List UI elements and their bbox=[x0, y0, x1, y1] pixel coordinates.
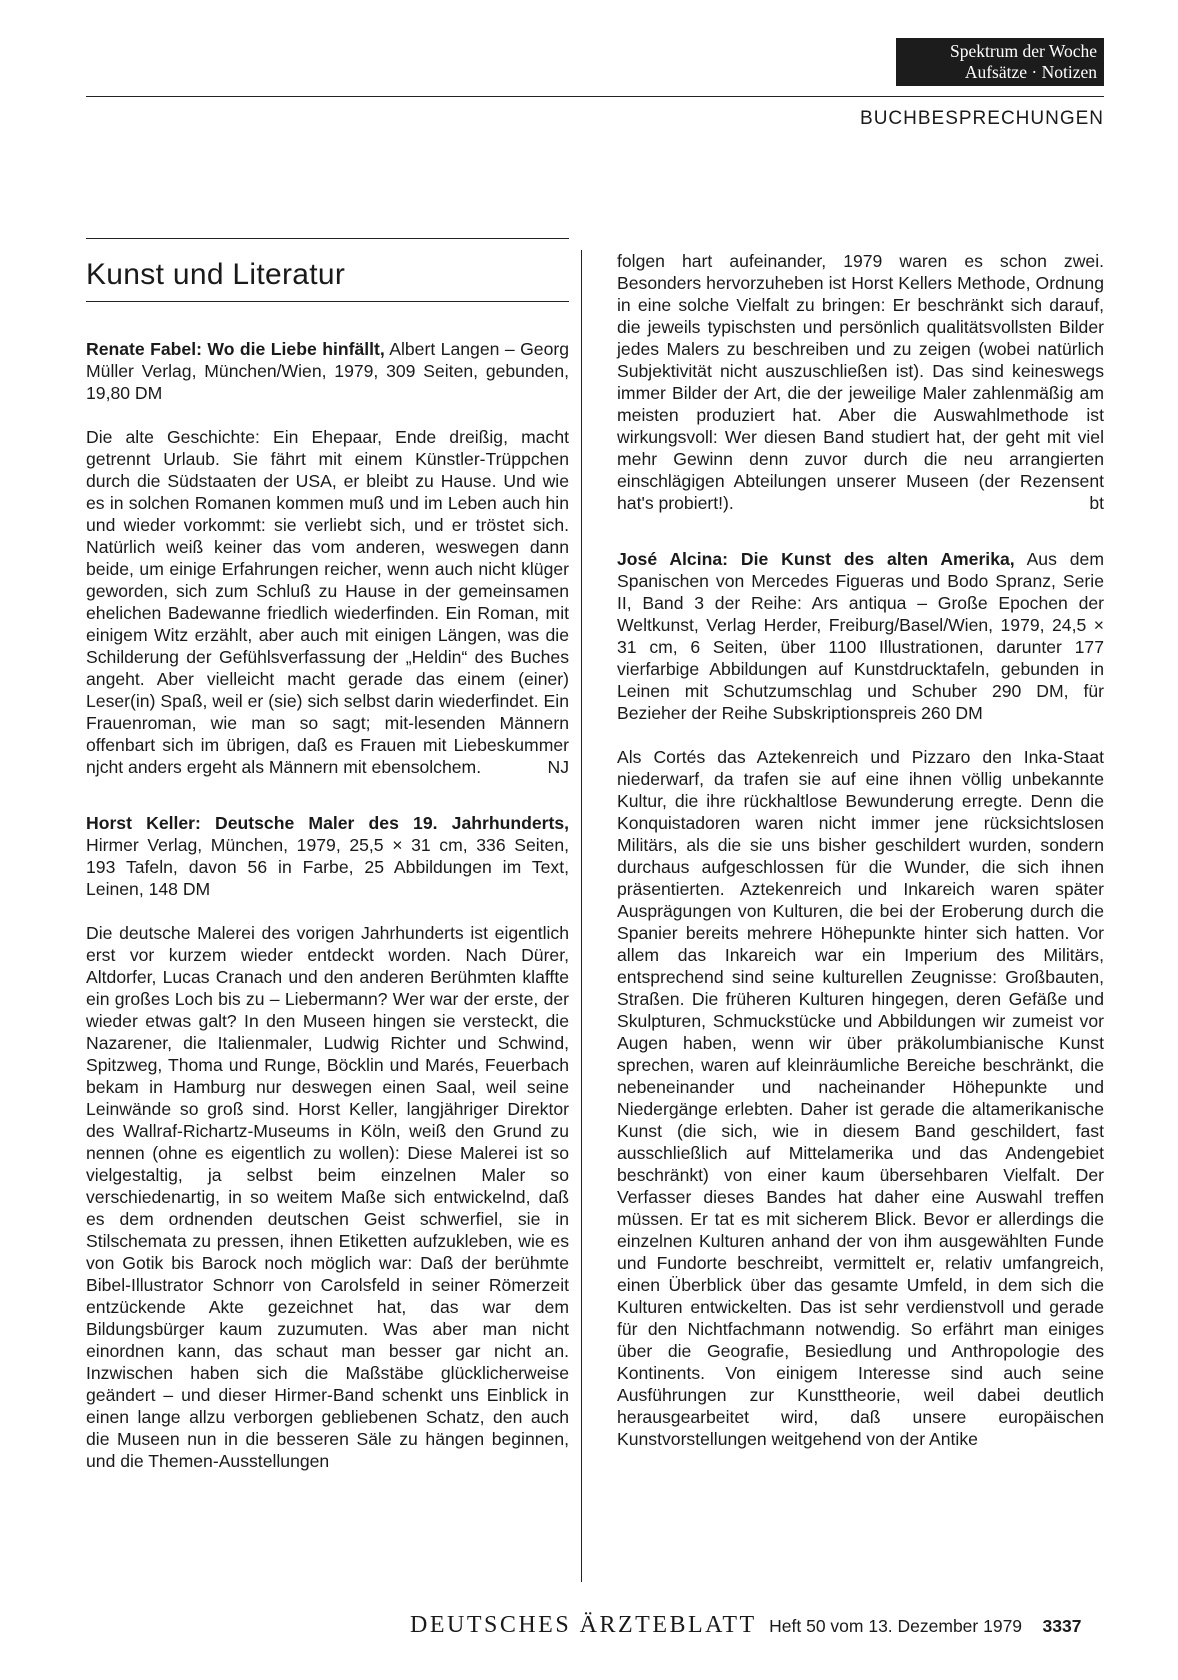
heading-rule-bottom bbox=[86, 301, 569, 302]
review-3-bibliography bbox=[617, 548, 1104, 724]
review-2-body: Die deutsche Malerei des vorigen Jahrhunderts ist eigentlich erst vor kurzem wieder entdeckt worden. Nach Dürer, Altdorfer, Lucas Cranach und den anderen Berühmten klaffte ein großes Loch bis zu – Liebermann? Wer war der erste, der wieder etwas galt? In den Museen hingen sie versteckt, die Nazarener, die Italienmaler, Ludwig Richter und Schwind, Spitzweg, Thoma und Runge, Böcklin und Marés, Feuerbach bekam in Hamburg nur deswegen einen Saal, weil seine Leinwände so groß sind. Horst Keller, langjähriger Direktor des Wallraf-Richartz-Museums in Köln, weiß den Grund zu nennen (ohne es eigentlich zu wollen): Diese Malerei ist so vielgestaltig, ja selbst beim einzelnen Maler so verschiedenartig, in so weitem Maße sich entwickelnd, daß es dem ordnenden deutschen Geist schwerfiel, sie in Stilschemata zu pressen, ihnen Etiketten aufzukleben, wie es von Gotik bis Barock noch möglich war: Daß der berühmte Bibel-Illustrator Schnorr von Carolsfeld in seiner Römerzeit entzückende Akte gezeichnet hat, das war dem Bildungsbürger kaum zuzumuten. Was aber man nicht einordnen kann, das schaut man besser gar nicht an. Inzwischen haben sich die Maßstäbe glücklicherweise geändert – und dieser Hirmer-Band schenkt uns Einblick in einen lange allzu verborgen gebliebenen Schatz, den auch die Museen nun in die besseren Säle zu hängen beginnen, und die Themen-Ausstellungen bbox=[86, 923, 569, 1471]
review-1-bibliography bbox=[86, 338, 569, 404]
review-2-bibliography bbox=[86, 812, 569, 900]
section-tag-line1: Spektrum der Woche bbox=[950, 41, 1097, 61]
left-column bbox=[86, 338, 569, 1472]
page-number: 3337 bbox=[1042, 1616, 1082, 1636]
review-1-text: Die alte Geschichte: Ein Ehepaar, Ende dreißig, macht getrennt Urlaub. Sie fährt mit einem Künstler-Trüppchen durch die Südstaaten der USA, er bleibt zu Hause. Und wie es in solchen Romanen kommen muß und im Leben auch hin und wieder vorkommt: sie verliebt sich, und er tröstet sich. Natürlich weiß keiner das vom anderen, weswegen dann beide, um einige Erfahrungen reicher, wenn auch nicht klüger geworden, sich zum Schluß zu Hause in der gemeinsamen ehelichen Badewanne friedlich wiederfinden. Ein Roman, mit einigem Witz erzählt, aber auch mit einigen Längen, was die Schilderung der Gefühlsverfassung der „Heldin“ des Buches angeht. Aber vielleicht macht gerade das einem (einer) Leser(in) Spaß, weil er (sie) sich selbst darin wiederfindet. Ein Frauenroman, wie man so sagt; mit-lesenden Männern offenbart sich im übrigen, daß es Frauen mit Liebeskummer njcht anders ergeht als Männern mit ebensolchem. bbox=[86, 427, 569, 777]
review-3-publication: Aus dem Spanischen von Mercedes Figueras und Bodo Spranz, Serie II, Band 3 der Reihe: Ars antiqua – Große Epochen der Weltkunst, Verlag Herder, Freiburg/Basel/Wien, 1979, 24,5 × 31 cm, 6 Seiten, über 1100 Illustrationen, darunter 177 vierfarbige Abbildungen auf Kunstdrucktafeln, gebunden in Leinen mit Schutzumschlag und Schuber 290 DM, für Bezieher der Reihe Subskriptionspreis 260 DM bbox=[617, 549, 1104, 723]
review-2-author-title: Horst Keller: Deutsche Maler des 19. Jahrhunderts, bbox=[86, 813, 569, 833]
review-2-signature: bt bbox=[1089, 493, 1104, 513]
top-rule bbox=[86, 96, 1104, 97]
issue-info: Heft 50 vom 13. Dezember 1979 bbox=[769, 1616, 1023, 1636]
review-1-signature: NJ bbox=[547, 757, 569, 777]
journal-name: DEUTSCHES ÄRZTEBLATT bbox=[410, 1612, 757, 1638]
page-footer bbox=[410, 1612, 1081, 1639]
review-3-body: Als Cortés das Aztekenreich und Pizzaro den Inka-Staat niederwarf, da trafen sie auf eine ihnen völlig unbekannte Kultur, die ihre rückhaltlose Bewunderung erregte. Denn die Konquistadoren waren nicht immer jene rücksichtslosen Militärs, als die sie uns bisher geschildert wurden, sondern durchaus aufgeschlossen für die Wunder, die sich ihnen präsentierten. Aztekenreich und Inkareich waren später Ausprägungen von Kulturen, die bei der Eroberung durch die Spanier bereits mehrere Höhepunkte hinter sich hatten. Vor allem das Inkareich war ein Imperium des Militärs, entsprechend sind seine kulturellen Zeugnisse: Großbauten, Straßen. Die früheren Kulturen hingegen, deren Gefäße und Skulpturen, Schmuckstücke und Abbildungen wir zumeist vor Augen haben, wenn wir über präkolumbianische Kunst sprechen, waren auf kleinräumliche Bereiche beschränkt, die nebeneinander und nacheinander Höhepunkte und Niedergänge erlebten. Daher ist gerade die altamerikanische Kunst (die sich, wie in diesem Band geschildert, fast ausschließlich auf Mittelamerika und das Andengebiet beschränkt) von einer kaum übersehbaren Vielfalt. Der Verfasser dieses Bandes hat daher eine Auswahl treffen müssen. Er tat es mit sicherem Blick. Bevor er allerdings die einzelnen Kulturen anhand der von ihm ausgewählten Funde und Fundorte beschreibt, vermittelt er, relativ umfangreich, einen Überblick über das gesamte Umfeld, in dem sich die Kulturen entwickelten. Das ist sehr verdienstvoll und gerade für den Nichtfachmann notwendig. So erfährt man einiges über die Geografie, Besiedlung und Anthropologie des Kontinents. Von einigem Interesse sind auch seine Ausführungen zur Kunsttheorie, weil dabei deutlich herausgearbeitet wird, daß unsere europäischen Kunstvorstellungen weitgehend von der Antike bbox=[617, 747, 1104, 1449]
page-heading: Kunst und Literatur bbox=[86, 258, 346, 291]
heading-rule-top bbox=[86, 238, 569, 239]
review-1-body bbox=[86, 426, 569, 778]
section-title: BUCHBESPRECHUNGEN bbox=[860, 108, 1104, 129]
review-2-publication: Hirmer Verlag, München, 1979, 25,5 × 31 cm, 336 Seiten, 193 Tafeln, davon 56 in Farbe, 25 Abbildungen im Text, Leinen, 148 DM bbox=[86, 835, 569, 899]
review-1-publication: Albert Langen – Georg Müller Verlag, München/Wien, 1979, 309 Seiten, gebunden, 19,80 DM bbox=[86, 339, 570, 403]
review-1-author-title: Renate Fabel: Wo die Liebe hinfällt, bbox=[86, 339, 385, 359]
review-2-body-continued bbox=[617, 250, 1104, 514]
section-tag-line2: Aufsätze · Notizen bbox=[964, 62, 1097, 82]
right-column bbox=[617, 250, 1104, 1450]
section-tag bbox=[896, 38, 1104, 86]
review-2-text-continued: folgen hart aufeinander, 1979 waren es schon zwei. Besonders hervorzuheben ist Horst Kellers Methode, Ordnung in eine solche Vielfalt zu bringen: Er beschränkt sich darauf, die jeweils typischsten und persönlich qualitätsvollsten Bilder jedes Malers zu beschreiben und zu zeigen (wobei natürlich Subjektivität nicht auszuschließen ist). Das sind keineswegs immer Bilder der Art, die der jeweilige Maler zahlenmäßig am meisten produziert hat. Aber die Auswahlmethode ist wirkungsvoll: Wer diesen Band studiert hat, der geht mit viel mehr Gewinn denn zuvor durch die neu arrangierten einschlägigen Abteilungen unserer Museen (der Rezensent hat's probiert!). bbox=[617, 251, 1104, 513]
column-divider bbox=[581, 250, 582, 1582]
review-3-author-title: José Alcina: Die Kunst des alten Amerika, bbox=[617, 549, 1015, 569]
